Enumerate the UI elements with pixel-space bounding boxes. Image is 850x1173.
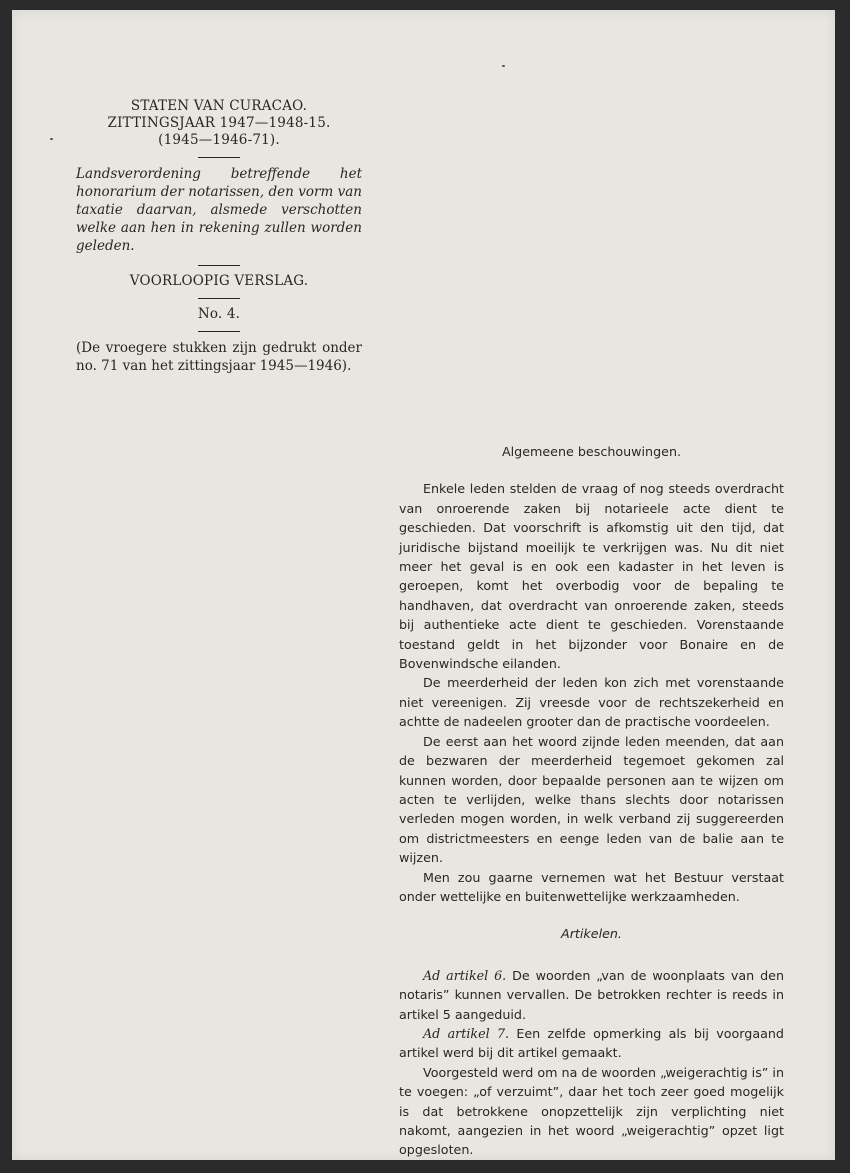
articles-section-heading: Artikelen. [561,926,622,942]
preamble: Landsverordening betreffende het honorarium der notarissen, den vorm van taxatie daarvan, alsmede verschotten welke aan hen in rekening zullen worden geleden. [76,166,362,254]
report-title: VOORLOOPIG VERSLAG. [129,273,309,289]
article-text: De woorden „van de woonplaats van den notaris” kunnen vervallen. De betrokken rechter is reeds in artikel 5 aangeduid. [399,967,784,1022]
title-block [76,98,362,375]
divider [198,331,240,332]
body-paragraph: Men zou gaarne vernemen wat het Bestuur verstaat onder wettelijke en buitenwettelijke werkzaamheden. [399,869,784,904]
report-body [399,442,784,1160]
prior-documents-note: (De vroegere stukken zijn gedrukt onder no. 71 van het zittingsjaar 1945—1946). [76,340,362,374]
body-paragraph: De eerst aan het woord zijnde leden meenden, dat aan de bezwaren der meerderheid tegemoet gekomen zal kunnen worden, door bepaalde personen aan te wijzen om acten te verlijden, welke thans slechts door notarissen verleden mogen worden, in welk verband zij suggereerden om districtmeesters en eenge leden van de balie aan te wijzen. [399,733,784,866]
header-line-3: (1945—1946-71). [158,132,280,148]
paper-speck [502,65,505,67]
article-paragraph [399,1024,784,1063]
body-paragraph: Enkele leden stelden de vraag of nog steeds overdracht van onroerende zaken bij notarieele acte dient te geschieden. Dat voorschrift is afkomstig uit den tijd, dat juridische bijstand moeilijk te verkrijgen was. Nu dit niet meer het geval is en ook een kadaster in het leven is geroepen, komt het overbodig voor de bepaling te handhaven, dat overdracht van onroerende zaken, steeds bij authentieke acte dient te geschieden. Vorenstaande toestand geldt in het bijzonder voor Bonaire en de Bovenwindsche eilanden. [399,481,784,672]
divider [198,265,240,266]
divider [198,298,240,299]
header-line-1: STATEN VAN CURACAO. [130,98,308,114]
document-page [12,10,835,1160]
document-number: No. 4. [197,306,241,322]
article-label: Ad artikel 7. [423,1025,510,1041]
article-label: Ad artikel 6. [423,967,507,983]
body-paragraph: De meerderheid der leden kon zich met vorenstaande niet vereenigen. Zij vreesde voor de rechtszekerheid en achtte de nadeelen grooter dan de practische voordeelen. [399,675,784,730]
general-section-heading: Algemeene beschouwingen. [501,444,682,459]
header-line-2: ZITTINGSJAAR 1947—1948-15. [107,115,331,131]
paper-speck [50,138,53,140]
article-text: Een zelfde opmerking als bij voorgaand artikel werd bij dit artikel gemaakt. [399,1025,784,1061]
divider [198,157,240,158]
body-paragraph: Voorgesteld werd om na de woorden „weigerachtig is” in te voegen: „of verzuimt”, daar het toch zeer goed mogelijk is dat betrokkene onopzettelijk zijn verplichting niet nakomt, aangezien in het woord „weigerachtig” opzet ligt opgesloten. [399,1064,784,1158]
article-paragraph [399,966,784,1024]
